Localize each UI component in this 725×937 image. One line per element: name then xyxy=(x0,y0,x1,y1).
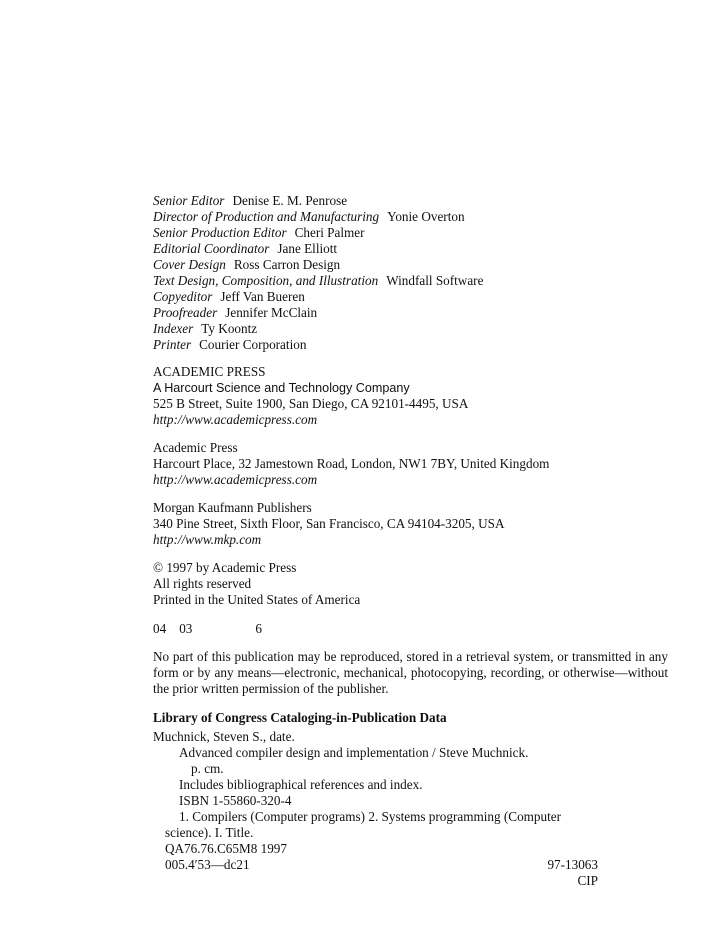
credit-line: Director of Production and Manufacturing Yonie Overton xyxy=(153,209,465,224)
publisher-subtitle: A Harcourt Science and Technology Company xyxy=(153,381,410,395)
credit-line: Indexer Ty Koontz xyxy=(153,321,258,336)
cip-subjects: 1. Compilers (Computer programs) 2. Systems programming (Computer xyxy=(179,809,562,824)
cip-dewey: 005.4′53—dc21 xyxy=(165,857,250,872)
cip-heading: Library of Congress Cataloging-in-Publication Data xyxy=(153,710,447,725)
legal-notice: No part of this publication may be reproduced, stored in a retrieval system, or transmitted in any form or by any means—electronic, mechanical, photocopying, recording, or otherwise—without the prior written permission of the publisher. xyxy=(153,649,668,696)
publisher-address: 340 Pine Street, Sixth Floor, San Francisco, CA 94104-3205, USA xyxy=(153,516,505,531)
credit-line: Printer Courier Corporation xyxy=(153,337,307,352)
credit-line: Copyeditor Jeff Van Bueren xyxy=(153,289,305,304)
print-year-a: 04 xyxy=(153,621,167,636)
publisher-academic-press-us xyxy=(153,364,673,428)
cip-pages: p. cm. xyxy=(191,761,224,776)
publisher-url: http://www.academicpress.com xyxy=(153,472,318,487)
publisher-name: Academic Press xyxy=(153,440,238,455)
cip-lccn: 97-13063 xyxy=(547,857,598,872)
cip-subjects-cont: science). I. Title. xyxy=(165,825,254,840)
cip-dewey-row xyxy=(153,857,673,873)
credits-block xyxy=(153,193,673,353)
publisher-name: Morgan Kaufmann Publishers xyxy=(153,500,312,515)
copyright-line: © 1997 by Academic Press xyxy=(153,560,297,575)
printed-line: Printed in the United States of America xyxy=(153,592,361,607)
cip-block xyxy=(153,707,673,889)
cip-isbn: ISBN 1-55860-320-4 xyxy=(179,793,292,808)
credit-line: Text Design, Composition, and Illustration Windfall Software xyxy=(153,273,484,288)
copyright-block xyxy=(153,560,673,608)
publisher-morgan-kaufmann xyxy=(153,500,673,548)
rights-line: All rights reserved xyxy=(153,576,252,591)
printing-numbers xyxy=(153,621,673,637)
cip-label: CIP xyxy=(577,873,598,888)
cip-label-row xyxy=(153,873,673,889)
print-year-b: 03 xyxy=(179,621,193,636)
credit-line: Editorial Coordinator Jane Elliott xyxy=(153,241,338,256)
print-impression: 6 xyxy=(255,621,262,636)
publisher-name: ACADEMIC PRESS xyxy=(153,364,266,379)
credit-line: Senior Editor Denise E. M. Penrose xyxy=(153,193,348,208)
credit-line: Cover Design Ross Carron Design xyxy=(153,257,341,272)
publisher-url: http://www.academicpress.com xyxy=(153,412,318,427)
cip-includes: Includes bibliographical references and index. xyxy=(179,777,423,792)
cip-title: Advanced compiler design and implementation / Steve Muchnick. xyxy=(179,745,529,760)
credit-line: Senior Production Editor Cheri Palmer xyxy=(153,225,365,240)
publisher-academic-press-uk xyxy=(153,440,673,488)
publisher-address: Harcourt Place, 32 Jamestown Road, London, NW1 7BY, United Kingdom xyxy=(153,456,550,471)
credit-line: Proofreader Jennifer McClain xyxy=(153,305,318,320)
publisher-address: 525 B Street, Suite 1900, San Diego, CA 92101-4495, USA xyxy=(153,396,469,411)
cip-lc-class: QA76.76.C65M8 1997 xyxy=(165,841,287,856)
cip-author: Muchnick, Steven S., date. xyxy=(153,729,295,744)
publisher-url: http://www.mkp.com xyxy=(153,532,262,547)
